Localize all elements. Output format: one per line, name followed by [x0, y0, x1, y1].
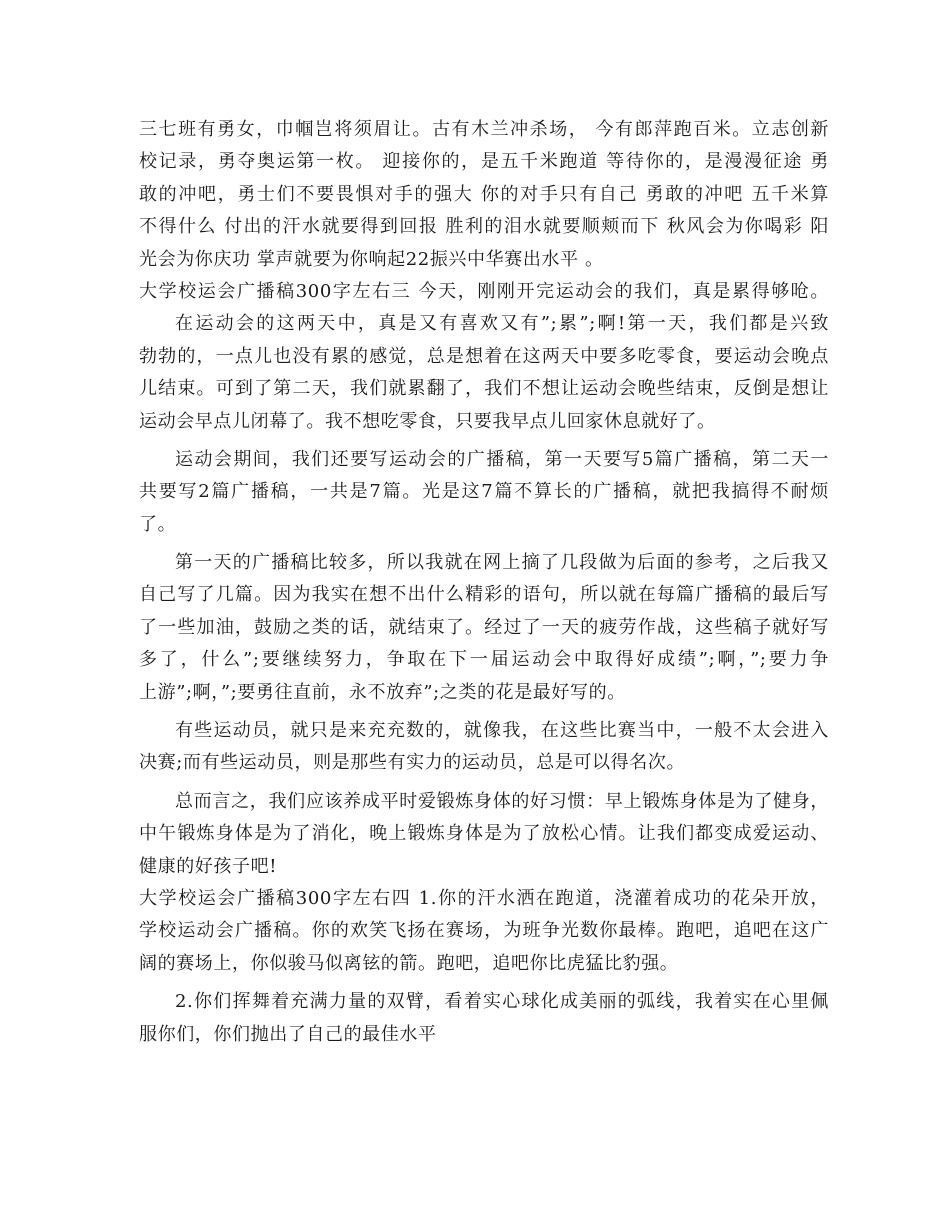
- text-line: 中午锻炼身体是为了消化，晚上锻炼身体是为了放松心情。让我们都变成爱运动、: [139, 823, 829, 845]
- text-line: 在运动会的这两天中，真是又有喜欢又有”;累”;啊!第一天，我们都是兴致: [175, 313, 829, 335]
- text-line: 总而言之，我们应该养成平时爱锻炼身体的好习惯：早上锻炼身体是为了健身，: [175, 790, 829, 812]
- text-line: 运动会早点儿闭幕了。我不想吃零食，只要我早点儿回家休息就好了。: [139, 410, 716, 432]
- text-line: 自己写了几篇。因为我实在想不出什么精彩的语句，所以就在每篇广播稿的最后写: [139, 584, 829, 606]
- text-line: 勃勃的，一点儿也没有累的感觉，总是想着在这两天中要多吃零食，要运动会晚点: [139, 345, 829, 367]
- text-line: 健康的好孩子吧!: [139, 855, 278, 877]
- text-line: 共要写2篇广播稿，一共是7篇。光是这7篇不算长的广播稿，就把我搞得不耐烦: [139, 481, 829, 503]
- text-line: 有些运动员，就只是来充充数的，就像我，在这些比赛当中，一般不太会进入: [175, 720, 829, 742]
- article-body: [139, 114, 829, 1051]
- text-line: 了。: [139, 513, 177, 535]
- text-line: 运动会期间，我们还要写运动会的广播稿，第一天要写5篇广播稿，第二天一: [175, 448, 829, 470]
- text-line: 决赛;而有些运动员，则是那些有实力的运动员，总是可以得名次。: [139, 752, 686, 774]
- section-heading-line: 大学校运会广播稿300字左右四 1.你的汗水洒在跑道，浇灌着成功的花朵开放，: [139, 887, 829, 909]
- text-line: 多了，什么”;要继续努力，争取在下一届运动会中取得好成绩”;啊，”;要力争: [139, 649, 829, 671]
- text-line: 了一些加油，鼓励之类的话，就结束了。经过了一天的疲劳作战，这些稿子就好写: [139, 616, 829, 638]
- text-line: 不得什么 付出的汗水就要得到回报 胜利的泪水就要顺颊而下 秋风会为你喝彩 阳: [139, 216, 829, 238]
- text-line: 敢的冲吧，勇士们不要畏惧对手的强大 你的对手只有自己 勇敢的冲吧 五千米算: [139, 183, 829, 205]
- text-line: 阔的赛场上，你似骏马似离铉的箭。跑吧，追吧你比虎猛比豹强。: [139, 952, 679, 974]
- text-line: 上游”;啊，”;要勇往直前，永不放弃”;之类的花是最好写的。: [139, 681, 626, 703]
- text-line: 三七班有勇女，巾帼岂将须眉让。古有木兰冲杀场， 今有郎萍跑百米。立志创新: [139, 119, 829, 140]
- text-line: 第一天的广播稿比较多，所以我就在网上摘了几段做为后面的参考，之后我又: [175, 552, 829, 574]
- text-line: 2.你们挥舞着充满力量的双臂，看着实心球化成美丽的弧线，我着实在心里佩: [175, 991, 829, 1013]
- text-line: 光会为你庆功 掌声就要为你响起22振兴中华赛出水平 。: [139, 248, 604, 270]
- text-line: 学校运动会广播稿。你的欢笑飞扬在赛场，为班争光数你最棒。跑吧，追吧在这广: [139, 920, 829, 942]
- text-line: 儿结束。可到了第二天，我们就累翻了，我们不想让运动会晚些结束，反倒是想让: [139, 378, 829, 400]
- text-line: 服你们，你们抛出了自己的最佳水平: [139, 1023, 437, 1045]
- text-line: 校记录，勇夺奥运第一枚。 迎接你的，是五千米跑道 等待你的，是漫漫征途 勇: [139, 151, 829, 173]
- section-heading-line: 大学校运会广播稿300字左右三 今天，刚刚开完运动会的我们，真是累得够呛。: [139, 280, 829, 302]
